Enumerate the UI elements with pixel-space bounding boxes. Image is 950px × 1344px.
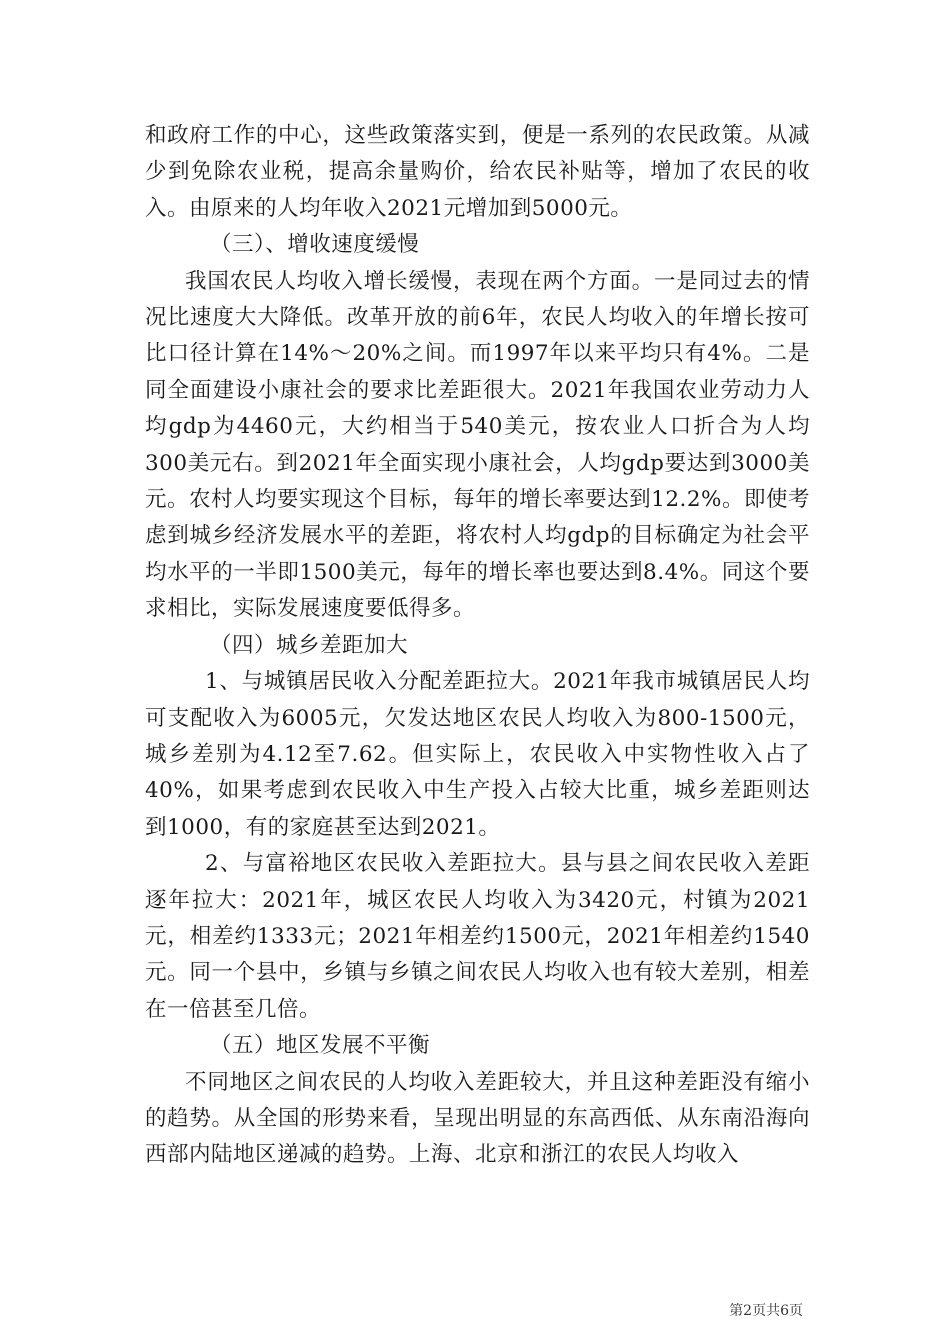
paragraph-policy-continuation: 和政府工作的中心，这些政策落实到，便是一系列的农民政策。从减少到免除农业税，提高余量购价，给农民补贴等，增加了农民的收入。由原来的人均年收入2021元增加到5000元。	[145, 123, 810, 221]
document-body	[145, 118, 810, 1174]
paragraph-uneven-development: 不同地区之间农民的人均收入差距较大，并且这种差距没有缩小的趋势。从全国的形势来看，呈现出明显的东高西低、从东南沿海向西部内陆地区递减的趋势。上海、北京和浙江的农民人均收入	[145, 1069, 810, 1168]
paragraph-urban-gap: 1、与城镇居民收入分配差距拉大。2021年我市城镇居民人均可支配收入为6005元，欠发达地区农民人均收入为800-1500元，城乡差别为4.12至7.62。但实际上，农民收入中实物性收入占了40%，如果考虑到农民收入中生产投入占较大比重，城乡差距则达到1000，有的家庭甚至达到2021。	[145, 669, 810, 840]
paragraph-regional-gap: 2、与富裕地区农民收入差距拉大。县与县之间农民收入差距逐年拉大：2021年，城区农民人均收入为3420元，村镇为2021元，相差约1333元；2021年相差约1500元，2021年相差约1540元。同一个县中，乡镇与乡镇之间农民人均收入也有较大差别，相差在一倍甚至几倍。	[145, 851, 810, 1022]
page-number: 第2页共6页	[729, 1303, 803, 1319]
paragraph-slow-growth: 我国农民人均收入增长缓慢，表现在两个方面。一是同过去的情况比速度大大降低。改革开放的前6年，农民人均收入的年增长按可比口径计算在14%～20%之间。而1997年以来平均只有4%。二是同全面建设小康社会的要求比差距很大。2021年我国农业劳动力人均gdp为4460元，大约相当于540美元，按农业人口折合为人均300美元右。到2021年全面实现小康社会，人均gdp要达到3000美元。农村人均要实现这个目标，每年的增长率要达到12.2%。即使考虑到城乡经济发展水平的差距，将农村人均gdp的目标确定为社会平均水平的一半即1500美元，每年的增长率也要达到8.4%。同这个要求相比，实际发展速度要低得多。	[145, 268, 810, 622]
section-heading-4: （四）城乡差距加大	[210, 632, 409, 658]
section-heading-5: （五）地区发展不平衡	[210, 1033, 431, 1059]
section-heading-3: （三）、增收速度缓慢	[210, 232, 420, 258]
